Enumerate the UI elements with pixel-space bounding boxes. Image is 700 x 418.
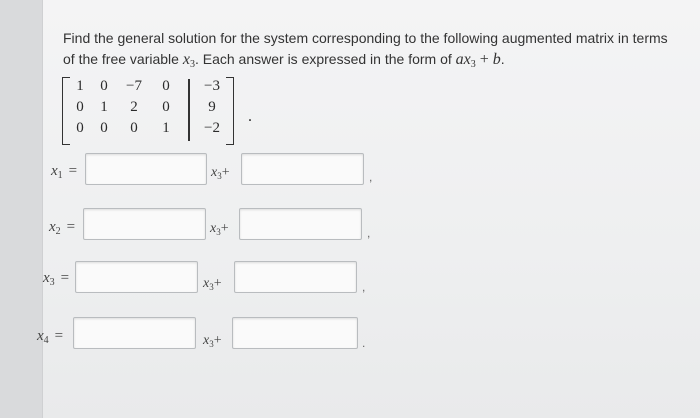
matrix-cell: 9 [208,99,216,115]
x3-coefficient-input[interactable] [75,261,198,293]
matrix-cell: 1 [76,78,84,94]
matrix-cell: 0 [130,120,138,136]
x4-constant-input[interactable] [232,317,358,349]
augment-divider [188,79,190,141]
x1-trailing-comma: , [369,170,373,184]
x3-constant-input[interactable] [234,261,357,293]
matrix-cell: 0 [162,78,170,94]
matrix-cell: 0 [100,120,108,136]
x3-x3-plus-label: $x_3+$ [203,276,222,292]
x2-trailing-comma: , [367,226,371,240]
x1-coefficient-input[interactable] [85,153,207,185]
free-variable: $x_3$ [182,51,195,70]
matrix-cell: −7 [126,78,142,94]
matrix-cell: 2 [130,99,138,115]
matrix-trailing-period: . [248,108,252,125]
x1-constant-input[interactable] [241,153,364,185]
matrix-cell: 0 [100,78,108,94]
x4-x3-plus-label: $x_3+$ [203,333,222,349]
matrix-cell: −2 [204,120,220,136]
x2-coefficient-input[interactable] [83,208,206,240]
x4-coefficient-input[interactable] [73,317,196,349]
x1-x3-plus-label: $x_3+$ [211,165,230,181]
x4-trailing-period: . [362,336,366,350]
prompt-line-1: Find the general solution for the system corresponding to the following augmented matrix in terms [63,30,668,46]
prompt-line-2: of the free variable $x_3$. Each answer is expressed in the form of $ax_3 + b$. [63,51,505,70]
x2-constant-input[interactable] [239,208,362,240]
x1-label: $x_1$ = [51,163,78,181]
matrix-cell: −3 [204,78,220,94]
matrix-right-bracket [226,77,234,145]
question-prompt [63,28,693,75]
x3-trailing-comma: , [362,280,366,294]
prompt-text: of the free variable [63,51,183,67]
matrix-cell: 0 [76,99,84,115]
x2-label: $x_2$ = [49,219,76,237]
augmented-matrix [62,75,257,145]
x4-label: $x_4$ = [37,328,64,346]
matrix-cell: 1 [100,99,108,115]
matrix-cell: 0 [76,120,84,136]
question-page [37,0,700,418]
x2-x3-plus-label: $x_3+$ [210,221,229,237]
matrix-cell: 1 [162,120,170,136]
prompt-text: . Each answer is expressed in the form of [194,51,456,67]
matrix-cell: 0 [162,99,170,115]
x3-label: $x_3$ = [43,270,70,288]
form-expression: $ax_3 + b$ [455,51,501,70]
